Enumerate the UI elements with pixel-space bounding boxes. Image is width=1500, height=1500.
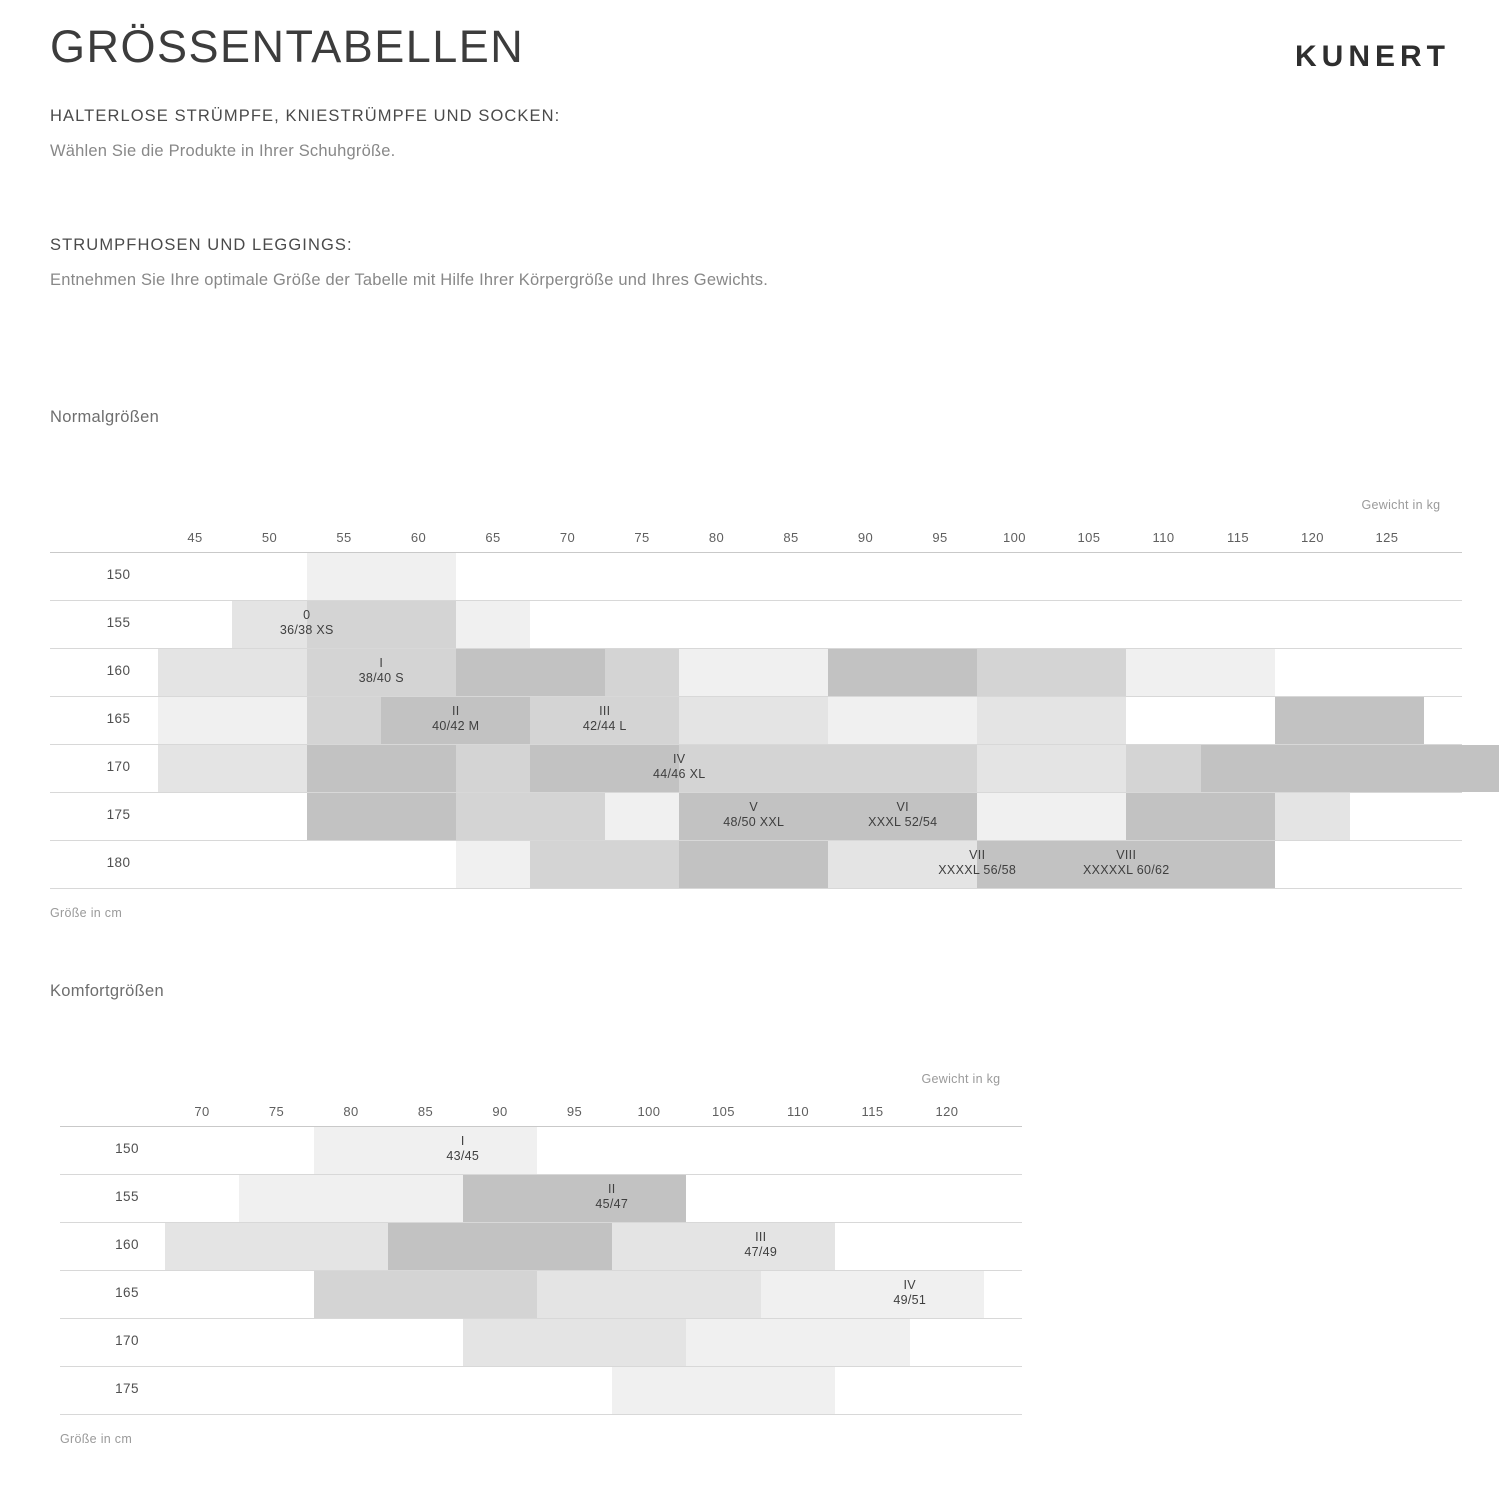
size-band-cell — [977, 697, 1126, 744]
column-header-weight: 85 — [783, 530, 799, 545]
size-band-cell — [679, 745, 977, 792]
intro-text-tights: Entnehmen Sie Ihre optimale Größe der Tabelle mit Hilfe Ihrer Körpergröße und Ihres Gewichts. — [50, 271, 769, 289]
size-band-cell — [605, 649, 680, 696]
row-header-height: 175 — [115, 1381, 139, 1396]
intro-section-stockings — [50, 107, 1450, 161]
column-header-weight: 95 — [566, 1104, 583, 1119]
size-band-label: II 45/47 — [595, 1182, 629, 1211]
row-rule — [60, 1270, 1022, 1271]
column-header-weight: 80 — [343, 1104, 359, 1119]
column-header-weight: 65 — [485, 530, 501, 545]
size-band-label: IV 49/51 — [893, 1278, 927, 1307]
column-header-weight: 95 — [932, 530, 948, 545]
row-header-height: 160 — [106, 663, 131, 678]
size-band-cell — [977, 793, 1126, 840]
brand-logo: KUNERT — [1295, 40, 1450, 73]
size-band-cell — [165, 1223, 389, 1270]
size-band-cell — [1126, 841, 1275, 888]
column-header-weight: 60 — [410, 530, 427, 545]
row-header-height: 155 — [115, 1189, 139, 1204]
column-header-weight: 55 — [336, 530, 352, 545]
size-band-cell — [314, 1127, 538, 1174]
size-band-cell — [530, 745, 679, 792]
intro-heading-stockings: HALTERLOSE STRÜMPFE, KNIESTRÜMPFE UND SOCKEN: — [50, 107, 561, 125]
size-band-cell — [977, 649, 1126, 696]
size-band-cell — [530, 841, 679, 888]
size-band-cell — [232, 601, 307, 648]
size-band-cell — [456, 745, 531, 792]
column-header-weight: 50 — [261, 530, 278, 545]
row-header-height: 170 — [106, 759, 131, 774]
table-komfortgroessen — [0, 982, 1500, 1446]
page-title: GRÖSSENTABELLEN — [50, 21, 525, 72]
size-band-cell — [977, 841, 1126, 888]
row-rule — [50, 648, 1462, 649]
size-band-label: I 43/45 — [446, 1134, 480, 1163]
row-rule — [60, 1222, 1022, 1223]
size-band-cell — [679, 697, 828, 744]
size-band-cell — [1275, 697, 1424, 744]
column-header-weight: 125 — [1375, 530, 1399, 545]
size-band-cell — [307, 553, 456, 600]
size-band-cell — [828, 841, 977, 888]
column-header-weight: 75 — [634, 530, 650, 545]
column-header-weight: 120 — [1301, 530, 1324, 545]
size-band-cell — [381, 697, 530, 744]
size-band-cell — [977, 745, 1126, 792]
column-header-weight: 100 — [1003, 530, 1026, 545]
table-title-normalgroessen: Normalgrößen — [50, 408, 160, 426]
column-header-weight: 110 — [787, 1104, 809, 1119]
column-header-weight: 100 — [637, 1104, 661, 1119]
size-band-label: 0 36/38 XS — [279, 608, 334, 637]
size-band-cell — [1126, 745, 1201, 792]
size-band-cell — [307, 745, 456, 792]
size-band-label: II 40/42 M — [432, 704, 480, 733]
size-band-cell — [463, 1175, 687, 1222]
table-normalgroessen — [0, 408, 1500, 920]
row-rule — [50, 744, 1462, 745]
size-band-label: VII XXXXL 56/58 — [938, 848, 1017, 877]
size-band-cell — [1126, 649, 1275, 696]
header-rule — [50, 552, 1462, 553]
column-header-weight: 90 — [857, 530, 874, 545]
intro-section-tights — [50, 236, 1450, 290]
size-band-cell — [530, 697, 679, 744]
row-rule — [50, 696, 1462, 697]
size-band-cell — [456, 649, 605, 696]
column-header-weight: 90 — [492, 1104, 508, 1119]
size-band-label: I 38/40 S — [358, 656, 404, 685]
row-header-height: 175 — [106, 807, 131, 822]
size-band-cell — [456, 841, 531, 888]
size-band-cell — [307, 649, 456, 696]
size-band-label: V 48/50 XXL — [723, 800, 785, 829]
size-band-label: III 47/49 — [744, 1230, 778, 1259]
size-band-cell — [612, 1223, 836, 1270]
column-header-weight: 80 — [708, 530, 725, 545]
row-header-height: 165 — [106, 711, 131, 726]
size-band-cell — [456, 793, 605, 840]
column-header-weight: 120 — [935, 1104, 959, 1119]
row-rule — [50, 840, 1462, 841]
row-rule — [50, 600, 1462, 601]
row-header-height: 150 — [106, 567, 131, 582]
row-header-height: 155 — [106, 615, 131, 630]
column-header-weight: 85 — [417, 1104, 434, 1119]
column-header-weight: 110 — [1152, 530, 1175, 545]
size-band-cell — [388, 1223, 612, 1270]
column-header-weight: 105 — [712, 1104, 735, 1119]
row-rule — [60, 1318, 1022, 1319]
size-band-label: III 42/44 L — [582, 704, 627, 733]
table-title-komfortgroessen: Komfortgrößen — [50, 982, 164, 1000]
size-band-cell — [307, 601, 456, 648]
size-band-cell — [1201, 745, 1499, 792]
size-band-label: VI XXXL 52/54 — [868, 800, 938, 829]
size-band-cell — [828, 697, 977, 744]
column-header-weight: 105 — [1077, 530, 1101, 545]
row-header-height: 165 — [115, 1285, 139, 1300]
size-band-cell — [686, 1319, 910, 1366]
intro-text-stockings: Wählen Sie die Produkte in Ihrer Schuhgröße. — [50, 142, 396, 160]
size-band-cell — [679, 841, 828, 888]
height-axis-label: Größe in cm — [60, 1432, 133, 1446]
row-header-height: 180 — [106, 855, 131, 870]
column-header-weight: 75 — [268, 1104, 285, 1119]
row-rule — [50, 792, 1462, 793]
size-band-cell — [239, 1175, 463, 1222]
row-header-height: 150 — [115, 1141, 139, 1156]
size-band-cell — [456, 601, 531, 648]
column-header-weight: 115 — [861, 1104, 884, 1119]
header-rule — [60, 1126, 1022, 1127]
row-header-height: 170 — [115, 1333, 139, 1348]
size-band-cell — [314, 1271, 538, 1318]
size-band-cell — [679, 793, 828, 840]
size-band-cell — [828, 649, 977, 696]
column-header-weight: 70 — [559, 530, 576, 545]
row-rule — [60, 1414, 1022, 1415]
size-band-label: IV 44/46 XL — [653, 752, 706, 781]
row-header-height: 160 — [115, 1237, 139, 1252]
size-band-label: VIII XXXXXL 60/62 — [1082, 848, 1170, 877]
row-rule — [60, 1366, 1022, 1367]
size-band-cell — [679, 649, 828, 696]
row-rule — [60, 1174, 1022, 1175]
size-band-cell — [307, 793, 456, 840]
size-band-cell — [828, 793, 977, 840]
size-band-cell — [612, 1367, 836, 1414]
size-band-cell — [463, 1319, 687, 1366]
size-band-cell — [761, 1271, 985, 1318]
column-header-weight: 115 — [1227, 530, 1249, 545]
column-header-weight: 45 — [187, 530, 203, 545]
intro-heading-tights: STRUMPFHOSEN UND LEGGINGS: — [50, 236, 353, 254]
page-header — [50, 18, 1450, 88]
size-band-cell — [1126, 793, 1275, 840]
weight-axis-label: Gewicht in kg — [1361, 498, 1441, 512]
column-header-weight: 70 — [194, 1104, 210, 1119]
size-band-cell — [1275, 793, 1350, 840]
weight-axis-label: Gewicht in kg — [921, 1072, 1001, 1086]
height-axis-label: Größe in cm — [50, 906, 123, 920]
size-band-cell — [537, 1271, 761, 1318]
row-rule — [50, 888, 1462, 889]
